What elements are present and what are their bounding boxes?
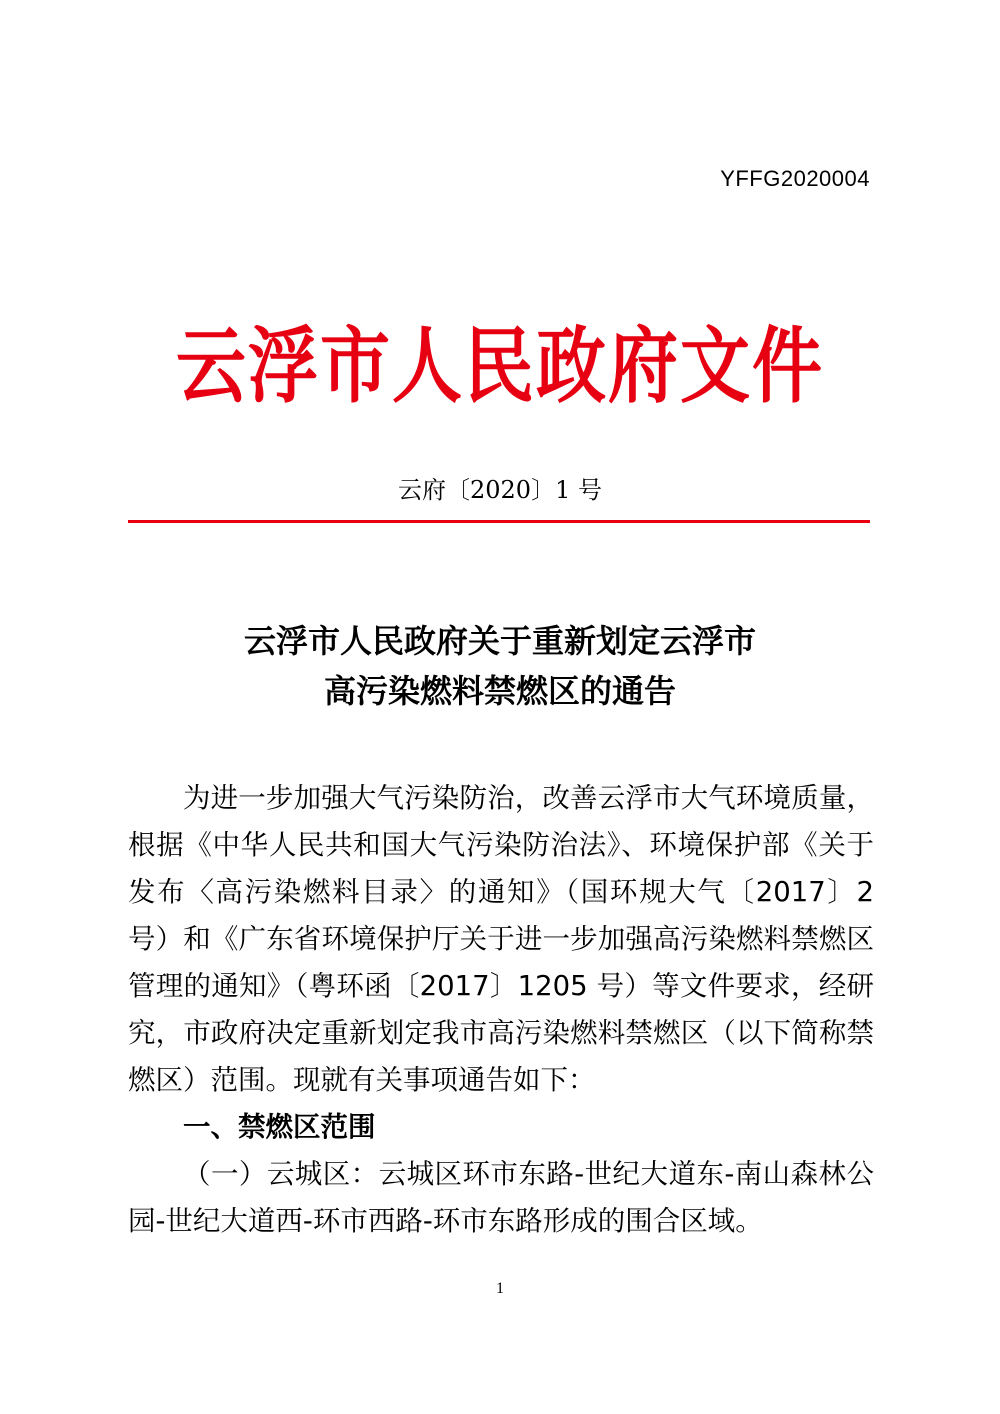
masthead-title: 云浮市人民政府文件 — [176, 316, 824, 415]
notice-body — [128, 775, 874, 1245]
section-heading-scope: 一、禁燃区范围 — [183, 1111, 376, 1143]
document-number: 云府〔2020〕1 号 — [398, 476, 602, 504]
page-number: 1 — [496, 1280, 504, 1297]
red-divider-line — [128, 520, 870, 523]
item-yuncheng-district: （一）云城区：云城区环市东路-世纪大道东-南山森林公园-世纪大道西-环市西路-环市东路形成的围合区域。 — [128, 1158, 874, 1237]
intro-paragraph: 为进一步加强大气污染防治，改善云浮市大气环境质量，根据《中华人民共和国大气污染防治法》、环境保护部《关于发布〈高污染燃料目录〉的通知》（国环规大气〔2017〕2 号）和《广东省环境保护厅关于进一步加强高污染燃料禁燃区管理的通知》（粤环函〔2017〕1205 号）等文件要求，经研究，市政府决定重新划定我市高污染燃料禁燃区（以下简称禁燃区）范围。现就有关事项通告如下： — [128, 782, 874, 1096]
notice-title-line-1: 云浮市人民政府关于重新划定云浮市 — [243, 622, 756, 660]
notice-title — [0, 616, 1000, 716]
notice-title-line-2: 高污染燃料禁燃区的通告 — [323, 672, 676, 710]
document-code: YFFG2020004 — [720, 166, 870, 191]
